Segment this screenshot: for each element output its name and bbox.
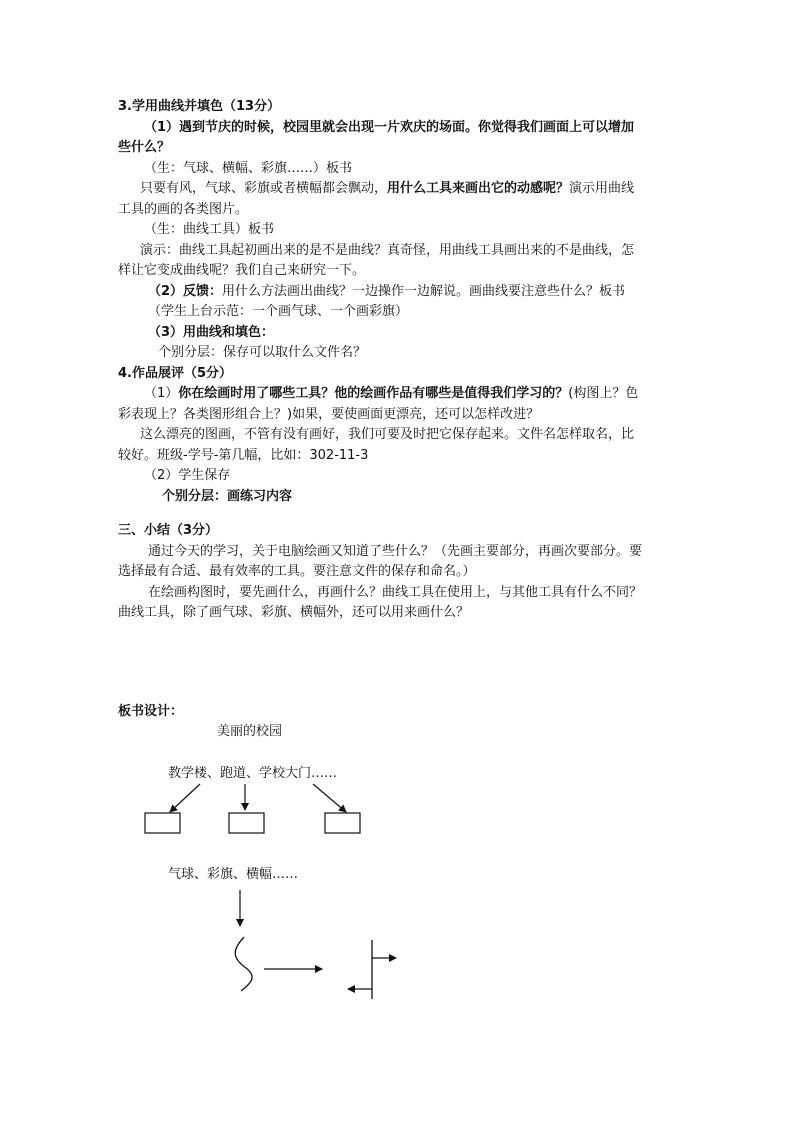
save-line1: 这么漂亮的图画，不管有没有画好，我们可要及时把它保存起来。文件名怎样取名，比	[140, 427, 635, 442]
box-left	[145, 813, 180, 833]
demo-line1: 演示：曲线工具起初画出来的是不是曲线？真奇怪，用曲线工具画出来的不是曲线，怎	[140, 242, 635, 258]
section4-q1-line2: 彩表现上？各类图形组合上？)如果，要使画面更漂亮，还可以怎样改进？	[118, 406, 540, 422]
students-tool: （生：曲线工具）板书	[144, 222, 275, 237]
box-right	[325, 813, 360, 833]
board-label: 板书设计：	[118, 704, 184, 719]
section3-q1-line1: （1）遇到节庆的时候，校园里就会出现一片欢庆的场面。你觉得我们画面上可以增加	[144, 119, 635, 135]
board-title: 美丽的校园	[217, 724, 283, 739]
feedback-text: 用什么方法画出曲线？一边操作一边解说。画曲线要注意些什么？板书	[222, 283, 626, 299]
save-line2: 较好。班级-学号-第几幅，比如：302-11-3	[118, 447, 369, 463]
student-save: （2）学生保存	[144, 468, 231, 483]
wind-question: 用什么工具来画出它的动感呢？	[387, 181, 570, 196]
wind-text: 只要有风，气球、彩旗或者横幅都会飘动，	[140, 181, 388, 196]
feedback-label: （2）反馈：	[148, 283, 223, 299]
summary-heading: 三、小结（3分）	[118, 523, 219, 538]
section3-heading: 3.学用曲线并填色（13分）	[118, 99, 281, 114]
wind-paragraph-line2: 工具的画的各类图片。	[118, 201, 249, 217]
curve-shape	[235, 937, 252, 991]
box-middle	[229, 813, 264, 833]
section4-q1-question: 你在绘画时用了哪些工具？他的绘画作品有哪些是值得我们学习的？	[178, 386, 569, 401]
board-row1: 教学楼、跑道、学校大门……	[168, 766, 338, 781]
section4-q1-lead: （1）	[144, 386, 179, 401]
demo-note: （学生上台示范：一个画气球、一个画彩旗）	[148, 304, 409, 319]
students-answer: （生：气球、横幅、彩旗……）板书	[144, 160, 353, 176]
section4-heading: 4.作品展评（5分）	[118, 365, 233, 381]
section3-q1-line2: 些什么？	[118, 140, 171, 155]
layer-note: 个别分层：保存可以取什么文件名？	[158, 345, 367, 360]
summary-p2-line2: 曲线工具，除了画气球、彩旗、横幅外，还可以用来画什么？	[118, 605, 470, 620]
wind-tail: 演示用曲线	[569, 181, 635, 196]
layer-practice: 个别分层：画练习内容	[162, 488, 293, 504]
summary-p1-line2: 选择最有合适、最有效率的工具。要注意文件的保存和命名。）	[118, 564, 476, 579]
section4-q1-tail: (构图上？色	[568, 386, 639, 401]
board-row2: 气球、彩旗、横幅……	[168, 867, 299, 882]
summary-p1-line1: 通过今天的学习，关于电脑绘画又知道了些什么？（先画主要部分，再画次要部分。要	[148, 543, 643, 559]
arrow-left	[170, 784, 200, 812]
curve-fill-step: （3）用曲线和填色：	[148, 324, 275, 340]
demo-line2: 样让它变成曲线呢？我们自己来研究一下。	[118, 263, 366, 278]
arrow-right	[313, 784, 346, 812]
summary-p2-line1: 在绘画构图时，要先画什么，再画什么？曲线工具在使用上，与其他工具有什么不同？	[148, 584, 643, 600]
